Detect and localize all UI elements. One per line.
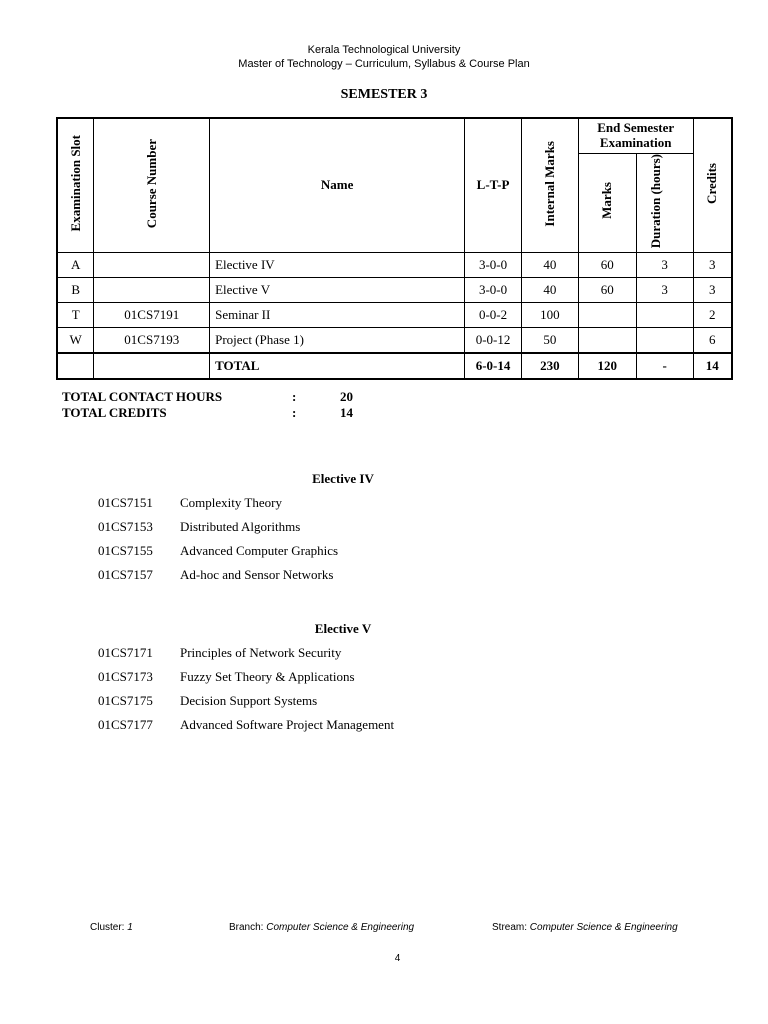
course-code: 01CS7175 bbox=[98, 693, 153, 708]
course-code: 01CS7173 bbox=[98, 669, 153, 684]
total-contact-hours-label: TOTAL CONTACT HOURS bbox=[62, 389, 223, 404]
university-header: Kerala Technological University bbox=[307, 44, 461, 56]
branch-label: Branch: bbox=[229, 922, 264, 933]
total-marks: 120 bbox=[578, 353, 636, 379]
header-ltp: L-T-P bbox=[465, 118, 522, 252]
header-course-number: Course Number bbox=[94, 118, 210, 252]
credits-cell: 6 bbox=[693, 327, 732, 353]
header-name: Name bbox=[210, 118, 465, 252]
cluster-value: 1 bbox=[127, 922, 133, 933]
course-code: 01CS7155 bbox=[98, 543, 153, 558]
internal-marks-cell: 50 bbox=[521, 327, 578, 353]
colon: : bbox=[292, 405, 297, 420]
course-code: 01CS7153 bbox=[98, 519, 153, 534]
course-name: Principles of Network Security bbox=[180, 645, 342, 660]
course-name: Advanced Software Project Management bbox=[180, 717, 395, 732]
curriculum-header: Master of Technology – Curriculum, Syllabus & Course Plan bbox=[238, 58, 530, 70]
slot-cell: B bbox=[57, 277, 94, 302]
course-name: Fuzzy Set Theory & Applications bbox=[180, 669, 355, 684]
stream-label: Stream: bbox=[492, 922, 528, 933]
slot-cell: A bbox=[57, 252, 94, 277]
slot-cell bbox=[57, 353, 94, 379]
marks-cell: 60 bbox=[578, 277, 636, 302]
course-name: Ad-hoc and Sensor Networks bbox=[180, 567, 334, 582]
course-name: Decision Support Systems bbox=[180, 693, 318, 708]
page-number: 4 bbox=[394, 953, 401, 964]
total-credits-value: 14 bbox=[340, 405, 353, 420]
table-row bbox=[57, 327, 732, 353]
course-code: 01CS7151 bbox=[98, 495, 153, 510]
header-internal-marks: Internal Marks bbox=[521, 118, 578, 252]
header-credits: Credits bbox=[693, 118, 732, 252]
ltp-cell: 3-0-0 bbox=[465, 277, 522, 302]
course-code: 01CS7157 bbox=[98, 567, 153, 582]
branch-value: Computer Science & Engineering bbox=[266, 922, 415, 933]
slot-cell: W bbox=[57, 327, 94, 353]
internal-marks-cell: 100 bbox=[521, 302, 578, 327]
semester-title: SEMESTER 3 bbox=[340, 87, 428, 102]
table-row bbox=[57, 302, 732, 327]
cluster-label: Cluster: bbox=[90, 922, 125, 933]
ltp-cell: 0-0-2 bbox=[465, 302, 522, 327]
header-marks: Marks bbox=[578, 153, 636, 252]
header-duration: Duration (hours) bbox=[636, 153, 693, 252]
duration-cell bbox=[636, 302, 693, 327]
course-number-cell bbox=[94, 353, 210, 379]
course-name-cell: Seminar II bbox=[210, 302, 465, 327]
course-number-cell: 01CS7191 bbox=[94, 302, 210, 327]
course-code: 01CS7177 bbox=[98, 717, 153, 732]
duration-cell bbox=[636, 327, 693, 353]
table-row bbox=[57, 277, 732, 302]
duration-cell: 3 bbox=[636, 277, 693, 302]
total-duration: - bbox=[636, 353, 693, 379]
total-internal-marks: 230 bbox=[521, 353, 578, 379]
course-name: Advanced Computer Graphics bbox=[180, 543, 339, 558]
internal-marks-cell: 40 bbox=[521, 252, 578, 277]
table-row bbox=[57, 252, 732, 277]
course-name-cell: Project (Phase 1) bbox=[210, 327, 465, 353]
duration-cell: 3 bbox=[636, 252, 693, 277]
ltp-cell: 0-0-12 bbox=[465, 327, 522, 353]
course-number-cell: 01CS7193 bbox=[94, 327, 210, 353]
course-code: 01CS7171 bbox=[98, 645, 153, 660]
semester-schedule-table bbox=[56, 117, 733, 380]
slot-cell: T bbox=[57, 302, 94, 327]
marks-cell: 60 bbox=[578, 252, 636, 277]
elective-iv-title: Elective IV bbox=[312, 471, 374, 486]
colon: : bbox=[292, 389, 297, 404]
ltp-cell: 3-0-0 bbox=[465, 252, 522, 277]
total-label: TOTAL bbox=[210, 353, 465, 379]
footer-branch bbox=[229, 922, 414, 933]
course-number-cell bbox=[94, 277, 210, 302]
total-credits: 14 bbox=[693, 353, 732, 379]
course-number-cell bbox=[94, 252, 210, 277]
marks-cell bbox=[578, 327, 636, 353]
total-credits-label: TOTAL CREDITS bbox=[62, 405, 167, 420]
course-name-cell: Elective V bbox=[210, 277, 465, 302]
course-name-cell: Elective IV bbox=[210, 252, 465, 277]
header-exam-slot: Examination Slot bbox=[57, 118, 94, 252]
elective-v-title: Elective V bbox=[314, 621, 372, 636]
credits-cell: 2 bbox=[693, 302, 732, 327]
stream-value: Computer Science & Engineering bbox=[529, 922, 678, 933]
credits-cell: 3 bbox=[693, 252, 732, 277]
marks-cell bbox=[578, 302, 636, 327]
course-name: Complexity Theory bbox=[180, 495, 282, 510]
total-contact-hours-value: 20 bbox=[340, 389, 353, 404]
total-ltp: 6-0-14 bbox=[465, 353, 522, 379]
footer-stream bbox=[492, 922, 678, 933]
header-end-semester-exam: End Semester Examination bbox=[578, 118, 693, 153]
course-name: Distributed Algorithms bbox=[180, 519, 301, 534]
internal-marks-cell: 40 bbox=[521, 277, 578, 302]
total-row bbox=[57, 353, 732, 379]
credits-cell: 3 bbox=[693, 277, 732, 302]
footer-cluster bbox=[90, 922, 133, 933]
